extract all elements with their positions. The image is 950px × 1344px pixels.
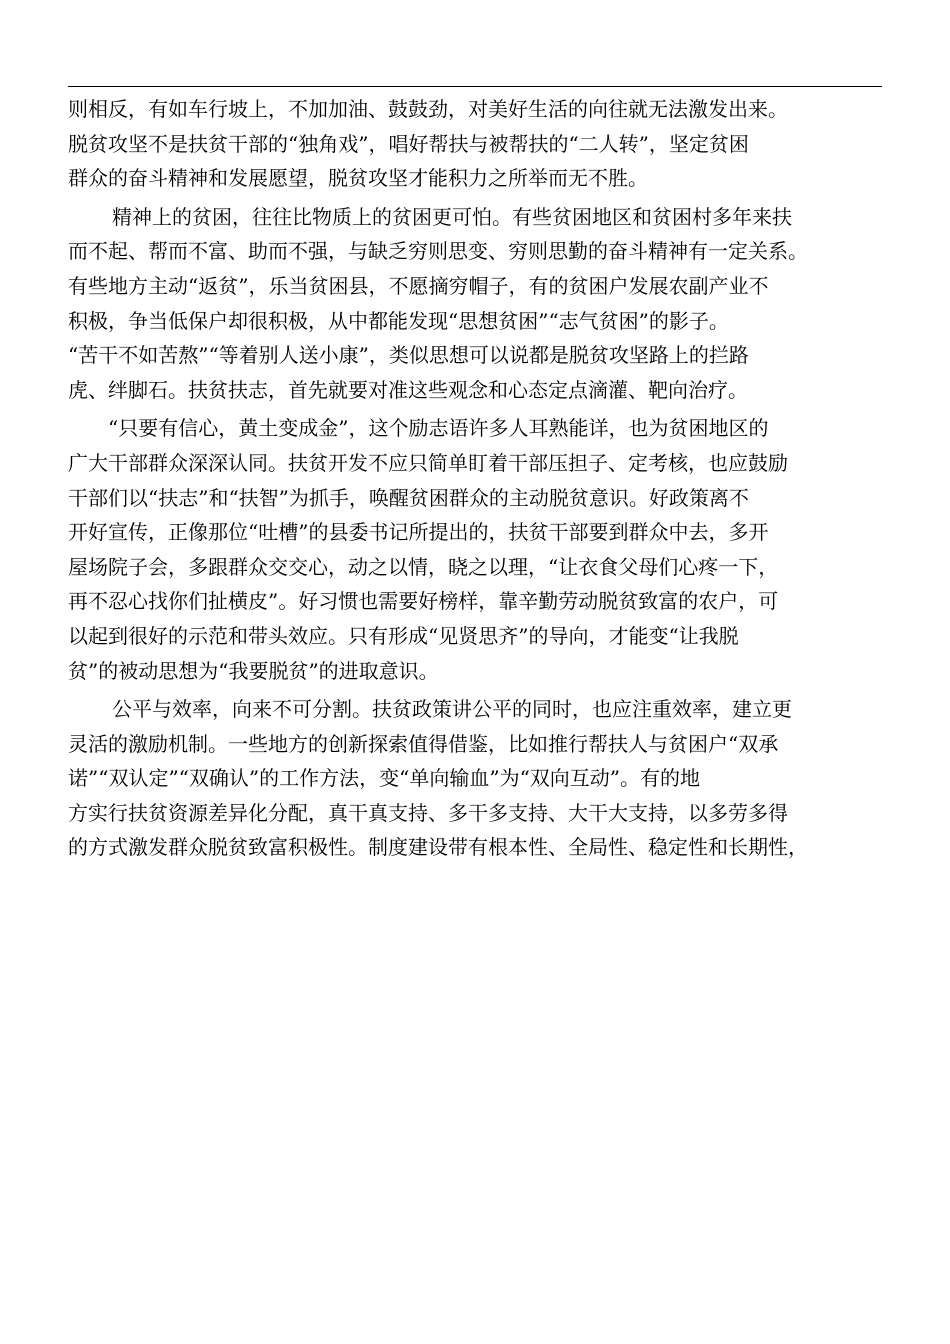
text-line: “苦干不如苦熬”“等着别人送小康”，类似思想可以说都是脱贫攻坚路上的拦路 bbox=[68, 343, 749, 368]
text-line: 的方式激发群众脱贫致富积极性。制度建设带有根本性、全局性、稳定性和长期性， bbox=[68, 835, 808, 860]
text-line: 积极，争当低保户却很积极，从中都能发现“思想贫困”“志气贫困”的影子。 bbox=[68, 308, 729, 333]
text-line: 再不忍心找你们扯横皮”。好习惯也需要好榜样，靠辛勤劳动脱贫致富的农户，可 bbox=[68, 589, 779, 614]
text-line: 方实行扶贫资源差异化分配，真干真支持、多干多支持、大干大支持，以多劳多得 bbox=[68, 800, 788, 825]
text-line: 干部们以“扶志”和“扶智”为抓手，唤醒贫困群众的主动脱贫意识。好政策离不 bbox=[68, 485, 749, 510]
paragraph-1 bbox=[68, 92, 898, 196]
text-line: 诺”“双认定”“双确认”的工作方法，变“单向输血”为“双向互动”。有的地 bbox=[68, 766, 701, 791]
text-line: 而不起、帮而不富、助而不强，与缺乏穷则思变、穷则思勤的奋斗精神有一定关系。 bbox=[68, 239, 808, 264]
text-line: 虎、绊脚石。扶贫扶志，首先就要对准这些观念和心态定点滴灌、靶向治疗。 bbox=[68, 377, 748, 402]
text-line: 屋场院子会，多跟群众交交心，动之以情，晓之以理，“让衣食父母们心疼一下， bbox=[68, 554, 779, 579]
text-line: 广大干部群众深深认同。扶贫开发不应只简单盯着干部压担子、定考核，也应鼓励 bbox=[68, 450, 788, 475]
text-line: 有些地方主动“返贫”，乐当贫困县，不愿摘穷帽子，有的贫困户发展农副产业不 bbox=[68, 273, 769, 298]
text-line: 公平与效率，向来不可分割。扶贫政策讲公平的同时，也应注重效率，建立更 bbox=[112, 697, 792, 722]
text-line: 群众的奋斗精神和发展愿望，脱贫攻坚才能积力之所举而无不胜。 bbox=[68, 166, 648, 191]
paragraph-3 bbox=[68, 411, 898, 688]
text-line: 精神上的贫困，往往比物质上的贫困更可怕。有些贫困地区和贫困村多年来扶 bbox=[112, 204, 792, 229]
paragraph-4 bbox=[68, 692, 898, 865]
text-line: 贫”的被动思想为“我要脱贫”的进取意识。 bbox=[68, 658, 439, 683]
header-rule bbox=[68, 86, 882, 87]
text-line: 开好宣传，正像那位“吐槽”的县委书记所提出的，扶贫干部要到群众中去，多开 bbox=[68, 520, 769, 545]
text-line: 脱贫攻坚不是扶贫干部的“独角戏”，唱好帮扶与被帮扶的“二人转”，坚定贫困 bbox=[68, 131, 749, 156]
text-line: 灵活的激励机制。一些地方的创新探索值得借鉴，比如推行帮扶人与贫困户“双承 bbox=[68, 731, 779, 756]
paragraph-2 bbox=[68, 200, 898, 408]
text-line: “只要有信心，黄土变成金”，这个励志语许多人耳熟能详，也为贫困地区的 bbox=[108, 416, 769, 441]
text-line: 则相反，有如车行坡上，不加加油、鼓鼓劲，对美好生活的向往就无法激发出来。 bbox=[68, 97, 788, 121]
text-line: 以起到很好的示范和带头效应。只有形成“见贤思齐”的导向，才能变“让我脱 bbox=[68, 623, 739, 648]
document-body bbox=[68, 92, 898, 865]
